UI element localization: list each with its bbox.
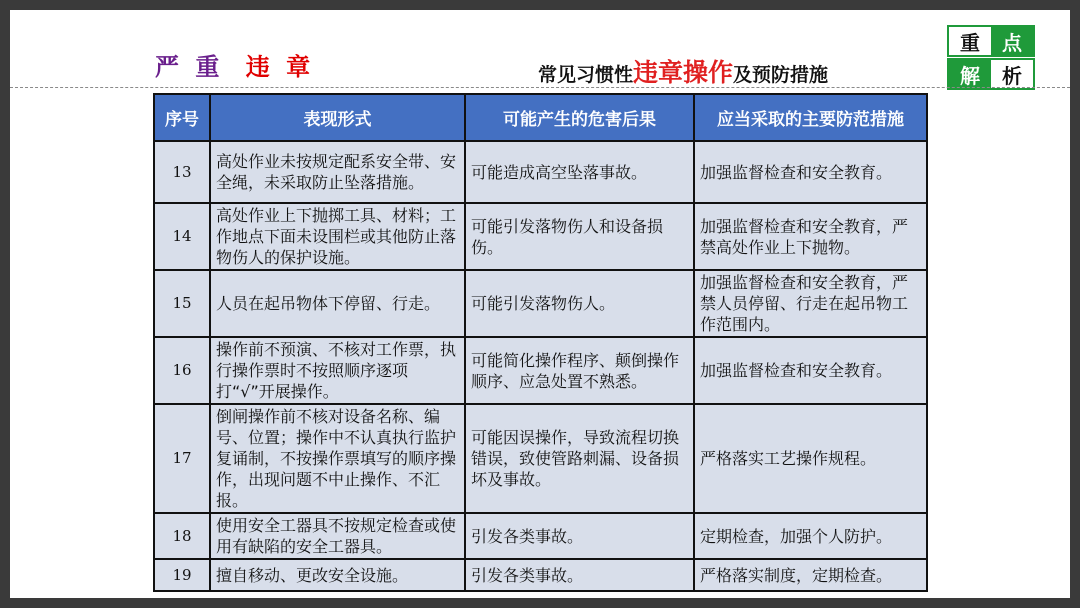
badge-char: 重 xyxy=(949,27,991,55)
badge-char: 解 xyxy=(949,60,991,88)
cell-no: 13 xyxy=(154,141,210,203)
cell-harm: 可能简化操作程序、颠倒操作顺序、应急处置不熟悉。 xyxy=(465,337,694,404)
subtitle-highlight: 违章操作 xyxy=(633,58,734,87)
badge-analysis xyxy=(947,58,1035,90)
cell-no: 14 xyxy=(154,203,210,270)
table-row xyxy=(154,141,927,203)
cell-harm: 可能因误操作，导致流程切换错误，致使管路刺漏、设备损坏及事故。 xyxy=(465,404,694,513)
cell-measure: 加强监督检查和安全教育，严禁人员停留、行走在起吊物工作范围内。 xyxy=(694,270,927,337)
subtitle xyxy=(538,53,828,89)
cell-harm: 可能引发落物伤人和设备损伤。 xyxy=(465,203,694,270)
cell-form: 擅自移动、更改安全设施。 xyxy=(210,559,465,591)
cell-measure: 加强监督检查和安全教育。 xyxy=(694,141,927,203)
cell-measure: 加强监督检查和安全教育。 xyxy=(694,337,927,404)
cell-form: 高处作业上下抛掷工具、材料；工作地点下面未设围栏或其他防止落物伤人的保护设施。 xyxy=(210,203,465,270)
header-no: 序号 xyxy=(154,94,210,141)
cell-measure: 严格落实制度，定期检查。 xyxy=(694,559,927,591)
badge-char: 点 xyxy=(991,27,1033,55)
cell-measure: 定期检查，加强个人防护。 xyxy=(694,513,927,559)
cell-no: 16 xyxy=(154,337,210,404)
table-header-row xyxy=(154,94,927,141)
cell-no: 17 xyxy=(154,404,210,513)
divider xyxy=(10,87,1070,88)
cell-form: 操作前不预演、不核对工作票，执行操作票时不按照顺序逐项打“√”开展操作。 xyxy=(210,337,465,404)
header-measure: 应当采取的主要防范措施 xyxy=(694,94,927,141)
subtitle-post: 及预防措施 xyxy=(733,64,829,86)
table-row xyxy=(154,337,927,404)
cell-measure: 严格落实工艺操作规程。 xyxy=(694,404,927,513)
table-row xyxy=(154,270,927,337)
table-row xyxy=(154,559,927,591)
subtitle-pre: 常见习惯性 xyxy=(538,64,634,86)
table-row xyxy=(154,404,927,513)
table-row xyxy=(154,203,927,270)
cell-harm: 引发各类事故。 xyxy=(465,513,694,559)
header-harm: 可能产生的危害后果 xyxy=(465,94,694,141)
cell-harm: 引发各类事故。 xyxy=(465,559,694,591)
badge-key-point xyxy=(947,25,1035,57)
cell-no: 18 xyxy=(154,513,210,559)
cell-form: 使用安全工器具不按规定检查或使用有缺陷的安全工器具。 xyxy=(210,513,465,559)
cell-measure: 加强监督检查和安全教育，严禁高处作业上下抛物。 xyxy=(694,203,927,270)
table-row xyxy=(154,513,927,559)
title-part1: 严 重 xyxy=(155,53,224,81)
cell-no: 15 xyxy=(154,270,210,337)
header-form: 表现形式 xyxy=(210,94,465,141)
badge-char: 析 xyxy=(991,60,1033,88)
violation-table xyxy=(153,93,928,592)
cell-form: 高处作业未按规定配系安全带、安全绳，未采取防止坠落措施。 xyxy=(210,141,465,203)
cell-no: 19 xyxy=(154,559,210,591)
cell-form: 倒闸操作前不核对设备名称、编号、位置；操作中不认真执行监护复诵制，不按操作票填写的顺序操作，出现问题不中止操作、不汇报。 xyxy=(210,404,465,513)
slide xyxy=(10,10,1070,598)
cell-form: 人员在起吊物体下停留、行走。 xyxy=(210,270,465,337)
title-part2: 违 章 xyxy=(245,53,315,81)
cell-harm: 可能引发落物伤人。 xyxy=(465,270,694,337)
cell-harm: 可能造成高空坠落事故。 xyxy=(465,141,694,203)
page-title xyxy=(155,47,314,82)
